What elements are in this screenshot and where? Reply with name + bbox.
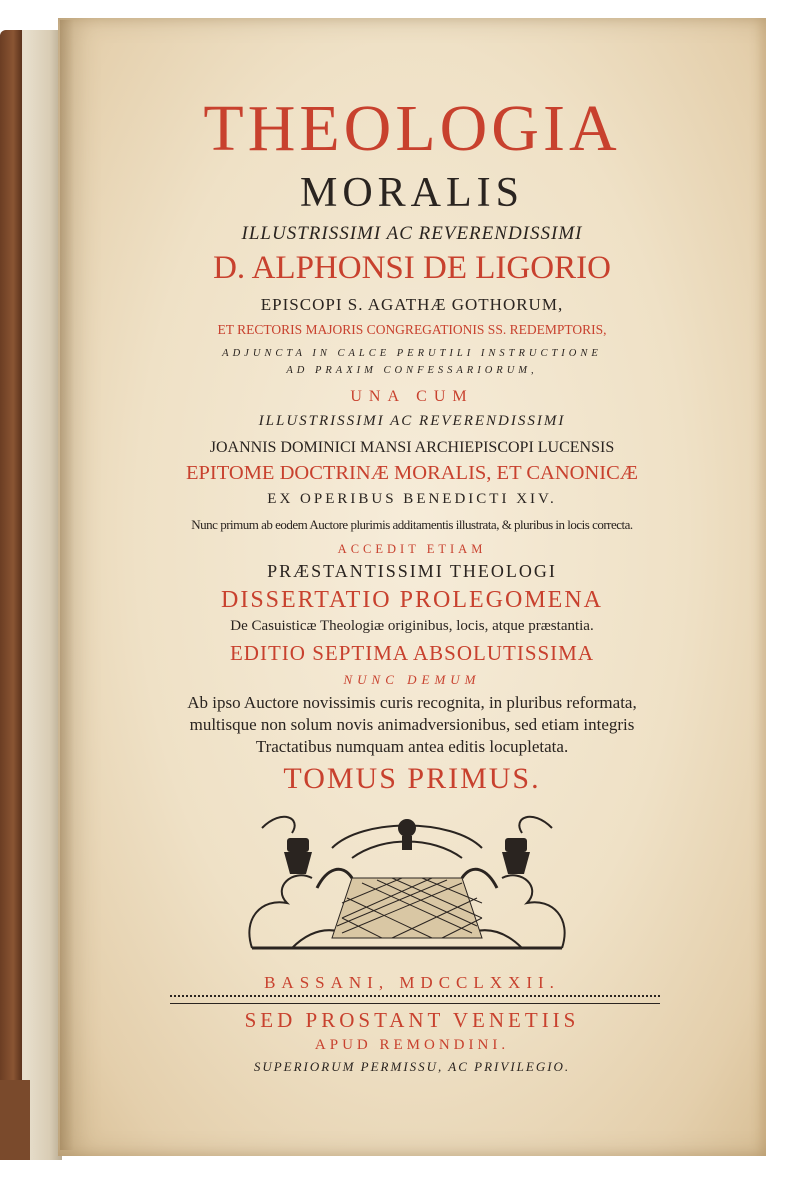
nunc-demum-line: NUNC DEMUM [343,672,481,687]
volume-line: TOMUS PRIMUS. [283,762,541,795]
imprint-sale-line: SED PROSTANT VENETIIS [244,1008,580,1032]
book-binding [0,30,62,1160]
ad-praxim-line: AD PRAXIM CONFESSARIORUM, [286,365,538,376]
leather-corner [0,1080,30,1160]
book-subtitle: MORALIS [299,170,525,216]
description-line-2: multisque non solum novis animadversionibus, sed etiam integris [189,715,635,734]
honorific-line-2: ILLUSTRISSIMI AC REVERENDISSIMI [258,413,566,429]
accedit-line: ACCEDIT ETIAM [337,542,487,556]
una-cum-line: UNA CUM [350,388,474,405]
nunc-primum-line: Nunc primum ab eodem Auctore plurimis additamentis illustrata, & pluribus in locis correcta. [191,517,633,532]
editio-line: EDITIO SEPTIMA ABSOLUTISSIMA [229,641,595,665]
imprint-printer-line: APUD REMONDINI. [314,1037,510,1053]
author-name: D. ALPHONSI DE LIGORIO [213,250,611,286]
honorific-line-1: ILLUSTRISSIMI AC REVERENDISSIMI [241,223,583,244]
epitome-line: EPITOME DOCTRINÆ MORALIS, ET CANONICÆ [186,462,638,484]
joannis-line: JOANNIS DOMINICI MANSI ARCHIEPISCOPI LUCENSIS [209,439,615,456]
decorative-rule [170,995,660,1004]
adjuncta-line: ADJUNCTA IN CALCE PERUTILI INSTRUCTIONE [222,348,602,359]
praestantissimi-line: PRÆSTANTISSIMI THEOLOGI [267,561,557,581]
ex-operibus-line: EX OPERIBUS BENEDICTI XIV. [267,491,557,507]
de-casuisticae-line: De Casuisticæ Theologiæ originibus, locis, atque præstantia. [230,618,594,634]
description-line-1: Ab ipso Auctore novissimis curis recognita, in pluribus reformata, [187,693,637,712]
privilege-line: SUPERIORUM PERMISSU, AC PRIVILEGIO. [253,1059,571,1074]
printers-ornament-icon [232,808,582,958]
author-rector-line: ET RECTORIS MAJORIS CONGREGATIONIS SS. REDEMPTORIS, [217,322,607,337]
author-office-line: EPISCOPI S. AGATHÆ GOTHORUM, [260,295,564,314]
book-title: THEOLOGIA [203,92,621,165]
description-line-3: Tractatibus numquam antea editis locupletata. [255,737,569,756]
dissertatio-line: DISSERTATIO PROLEGOMENA [221,587,603,613]
imprint-place-date: BASSANI, MDCCLXXII. [264,973,560,992]
leather-spine-strap [0,30,22,1160]
